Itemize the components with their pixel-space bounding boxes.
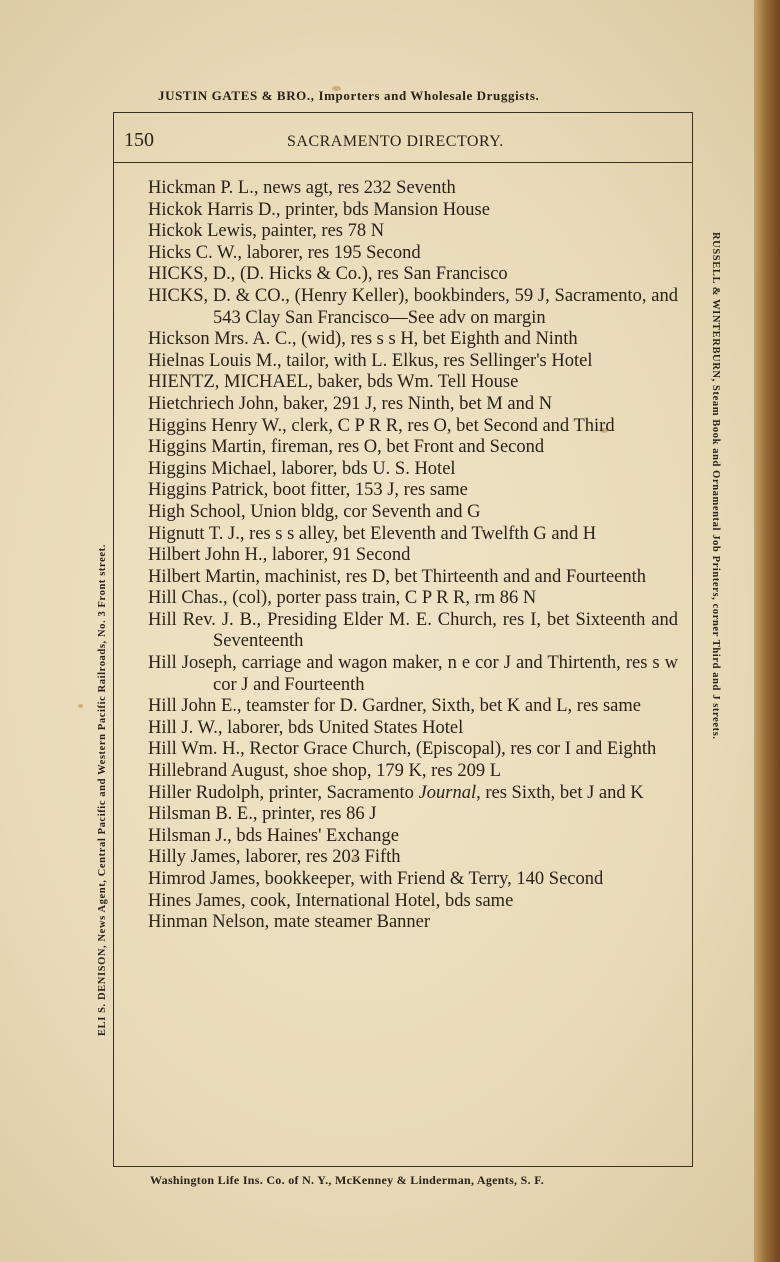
directory-entry: Hickson Mrs. A. C., (wid), res s s H, bet Eighth and Ninth — [148, 329, 578, 350]
directory-entry: Hicks C. W., laborer, res 195 Second — [148, 242, 421, 263]
bottom-advertisement: Washington Life Ins. Co. of N. Y., McKenney & Linderman, Agents, S. F. — [150, 1173, 545, 1187]
bottom-rule — [113, 1166, 693, 1167]
directory-entry: Hill Rev. J. B., Presiding Elder M. E. Church, res I, bet Sixteenth and Seventeenth — [148, 609, 678, 652]
directory-entry: Hickman P. L., news agt, res 232 Seventh — [148, 178, 456, 198]
directory-entries — [148, 178, 678, 934]
directory-entry-hiller — [148, 783, 678, 805]
directory-entry: Hickok Harris D., printer, bds Mansion House — [148, 199, 490, 220]
directory-entry: Hill J. W., laborer, bds United States Hotel — [148, 717, 464, 738]
directory-entry: Hill Joseph, carriage and wagon maker, n e cor J and Thirtenth, res s w cor J and Fourteenth — [148, 653, 678, 695]
directory-entry: Higgins Michael, laborer, bds U. S. Hotel — [148, 458, 456, 479]
header-rule — [113, 162, 693, 163]
directory-entry: High School, Union bldg, cor Seventh and G — [148, 501, 481, 522]
directory-entry: Higgins Patrick, boot fitter, 153 J, res same — [148, 480, 468, 501]
directory-entry: Hilsman J., bds Haines' Exchange — [148, 825, 399, 846]
directory-entry: Higgins Henry W., clerk, C P R R, res O, bet Second and Third — [148, 415, 615, 436]
directory-entry: Hielnas Louis M., tailor, with L. Elkus, res Sellinger's Hotel — [148, 350, 593, 371]
directory-entry: Himrod James, bookkeeper, with Friend & Terry, 140 Second — [148, 869, 604, 889]
newspaper-title: Journal — [418, 782, 477, 803]
directory-entry: Hickok Lewis, painter, res 78 N — [148, 221, 385, 242]
left-margin-advertisement: ELI S. DENISON, News Agent, Central Pacific and Western Pacific Railroads, No. 3 Front street. — [97, 544, 108, 1036]
top-advertisement: JUSTIN GATES & BRO., Importers and Wholesale Druggists. — [158, 88, 540, 103]
entry-text: Hiller Rudolph, printer, Sacramento — [148, 782, 419, 803]
directory-entry: Hines James, cook, International Hotel, bds same — [148, 890, 514, 911]
page-number: 150 — [124, 129, 154, 151]
directory-entry: Hillebrand August, shoe shop, 179 K, res 209 L — [148, 761, 502, 782]
running-head: SACRAMENTO DIRECTORY. — [287, 133, 504, 150]
directory-entry: Hilbert Martin, machinist, res D, bet Thirteenth and and Fourteenth — [148, 566, 647, 587]
directory-entry: Hilly James, laborer, res 203 Fifth — [148, 847, 401, 868]
directory-entry: HICKS, D., (D. Hicks & Co.), res San Francisco — [148, 264, 508, 285]
top-rule — [113, 112, 693, 113]
right-margin-advertisement: RUSSELL & WINTERBURN, Steam Book and Ornamental Job Printers, corner Third and J streets. — [710, 232, 721, 740]
directory-entry: HICKS, D. & CO., (Henry Keller), bookbinders, 59 J, Sacramento, and 543 Clay San Francisco—See adv on margin — [148, 285, 678, 328]
directory-entry: HIENTZ, MICHAEL, baker, bds Wm. Tell House — [148, 372, 519, 393]
directory-entry: Hill Chas., (col), porter pass train, C P R R, rm 86 N — [148, 588, 537, 609]
directory-entry: Hilsman B. E., printer, res 86 J — [148, 804, 377, 825]
directory-entry: Hilbert John H., laborer, 91 Second — [148, 545, 411, 566]
directory-entry: Higgins Martin, fireman, res O, bet Front and Second — [148, 437, 545, 458]
entry-text: , res Sixth, bet J and K — [476, 782, 644, 803]
directory-entry: Hinman Nelson, mate steamer Banner — [148, 912, 431, 933]
book-spine-edge — [754, 0, 780, 1262]
directory-entry: Hill Wm. H., Rector Grace Church, (Episcopal), res cor I and Eighth — [148, 739, 657, 760]
directory-entry: Hignutt T. J., res s s alley, bet Eleventh and Twelfth G and H — [148, 523, 597, 544]
ink-spot — [78, 704, 83, 708]
directory-entry: Hill John E., teamster for D. Gardner, Sixth, bet K and L, res same — [148, 696, 641, 717]
directory-entry: Hietchriech John, baker, 291 J, res Ninth, bet M and N — [148, 393, 553, 414]
